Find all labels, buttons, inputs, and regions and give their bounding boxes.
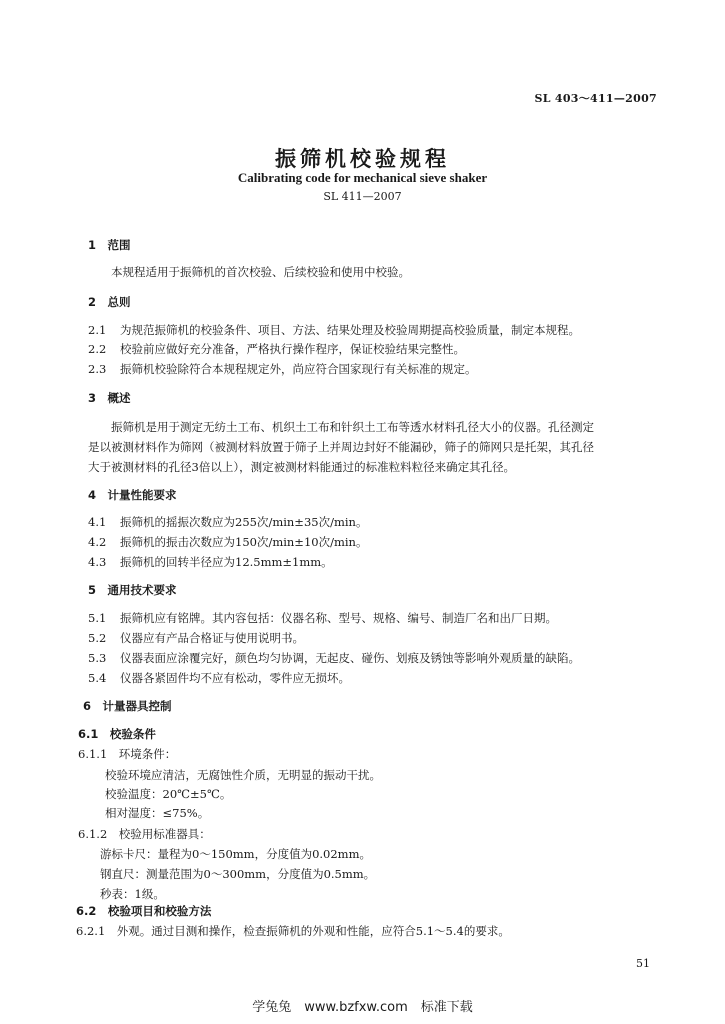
subsection-6-2-1: 6.2.1 外观。通过目测和操作，检查振筛机的外观和性能，应符合5.1～5.4的要求。 — [76, 924, 510, 938]
clause-text: 仪器各紧固件均不应有松动，零件应无损坏。 — [120, 671, 350, 685]
section-5-heading: 5 通用技术要求 — [88, 583, 177, 597]
clause-4-2 — [88, 534, 367, 550]
section-1-heading: 1 范围 — [88, 238, 131, 252]
clause-number: 4.1 — [88, 515, 107, 529]
section-2-heading: 2 总则 — [88, 295, 131, 309]
env-line-2: 校验温度：20℃±5℃。 — [105, 787, 232, 801]
clause-number: 5.1 — [88, 611, 107, 625]
env-line-3: 相对湿度：≤75%。 — [105, 806, 210, 820]
tool-line-2: 钢直尺：测量范围为0～300mm，分度值为0.5mm。 — [100, 867, 376, 881]
title-english: Calibrating code for mechanical sieve shaker — [237, 170, 488, 185]
subsection-6-1-2: 6.1.2 校验用标准器具： — [78, 827, 211, 841]
clause-5-3 — [88, 650, 580, 666]
clause-text: 仪器应有产品合格证与使用说明书。 — [120, 631, 304, 645]
env-line-1: 校验环境应清洁，无腐蚀性介质，无明显的振动干扰。 — [105, 768, 381, 782]
clause-number: 2.2 — [88, 342, 107, 356]
clause-number: 5.4 — [88, 671, 107, 685]
tool-line-3: 秒表：1级。 — [100, 887, 165, 901]
clause-2-2 — [88, 341, 465, 357]
clause-4-3 — [88, 554, 333, 570]
standard-code-header: SL 403～411—2007 — [534, 92, 657, 105]
clause-number: 5.3 — [88, 651, 107, 665]
clause-number: 4.3 — [88, 555, 107, 569]
subsection-6-1-1: 6.1.1 环境条件： — [78, 747, 177, 761]
clause-2-3 — [88, 361, 477, 377]
clause-text: 校验前应做好充分准备，严格执行操作程序，保证校验结果完整性。 — [120, 342, 465, 356]
clause-number: 2.1 — [88, 323, 107, 337]
footer-watermark: 学兔兔 www.bzfxw.com 标准下载 — [252, 1000, 473, 1015]
clause-number: 2.3 — [88, 362, 107, 376]
clause-text: 振筛机的摇振次数应为255次/min±35次/min。 — [120, 515, 368, 529]
clause-2-1 — [88, 322, 580, 338]
section-4-heading: 4 计量性能要求 — [88, 488, 177, 502]
subsection-6-2: 6.2 校验项目和校验方法 — [76, 904, 212, 918]
clause-text: 振筛机应有铭牌。其内容包括：仪器名称、型号、规格、编号、制造厂名和出厂日期。 — [120, 611, 557, 625]
section-6-heading: 6 计量器具控制 — [83, 699, 172, 713]
clause-4-1 — [88, 514, 367, 530]
clause-number: 5.2 — [88, 631, 107, 645]
page-number: 51 — [636, 957, 650, 970]
clause-text: 振筛机的振击次数应为150次/min±10次/min。 — [120, 535, 368, 549]
section-3-line-1: 振筛机是用于测定无纺土工布、机织土工布和针织土工布等透水材料孔径大小的仪器。孔径测定 — [111, 420, 594, 434]
standard-number: SL 411—2007 — [323, 190, 402, 203]
section-3-line-2: 是以被测材料作为筛网（被测材料放置于筛子上并周边封好不能漏砂，筛子的筛网只是托架，其孔径 — [88, 440, 594, 454]
clause-text: 振筛机校验除符合本规程规定外，尚应符合国家现行有关标准的规定。 — [120, 362, 477, 376]
clause-5-4 — [88, 670, 350, 686]
tool-line-1: 游标卡尺：量程为0～150mm，分度值为0.02mm。 — [100, 847, 371, 861]
clause-text: 为规范振筛机的校验条件、项目、方法、结果处理及校验周期提高校验质量，制定本规程。 — [120, 323, 580, 337]
clause-text: 仪器表面应涂覆完好，颜色均匀协调，无起皮、碰伤、划痕及锈蚀等影响外观质量的缺陷。 — [120, 651, 580, 665]
title-chinese: 振筛机校验规程 — [275, 147, 450, 171]
clause-number: 4.2 — [88, 535, 107, 549]
section-3-heading: 3 概述 — [88, 391, 131, 405]
clause-text: 振筛机的回转半径应为12.5mm±1mm。 — [120, 555, 333, 569]
section-1-body: 本规程适用于振筛机的首次校验、后续校验和使用中校验。 — [111, 265, 410, 279]
subsection-6-1: 6.1 校验条件 — [78, 727, 156, 741]
clause-5-2 — [88, 630, 304, 646]
clause-5-1 — [88, 610, 557, 626]
section-3-line-3: 大于被测材料的孔径3倍以上），测定被测材料能通过的标准粒料粒径来确定其孔径。 — [88, 460, 516, 474]
